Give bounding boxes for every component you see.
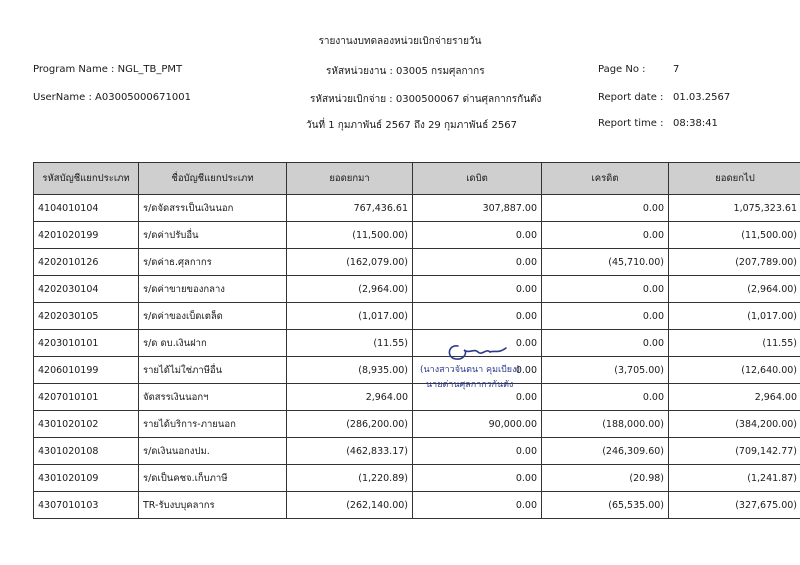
account-code: 4307010103 [34, 492, 139, 519]
carried-forward: (327,675.00) [669, 492, 800, 519]
credit: (3,705.00) [542, 357, 669, 384]
table-header-row [34, 163, 800, 195]
carried-forward: (11,500.00) [669, 222, 800, 249]
credit: 0.00 [542, 276, 669, 303]
credit: 0.00 [542, 195, 669, 222]
brought-forward: (1,220.89) [287, 465, 413, 492]
carried-forward: (1,241.87) [669, 465, 800, 492]
account-code: 4201020199 [34, 222, 139, 249]
carried-forward: 1,075,323.61 [669, 195, 800, 222]
column-header-account-code: รหัสบัญชีแยกประเภท [34, 163, 139, 195]
brought-forward: (11,500.00) [287, 222, 413, 249]
column-header-debit: เดบิต [413, 163, 542, 195]
account-name: ร/ด ดบ.เงินฝาก [139, 330, 287, 357]
debit: 0.00 [413, 276, 542, 303]
account-name: ร/ดค่าของเบ็ดเตล็ด [139, 303, 287, 330]
table-row [34, 195, 800, 222]
column-header-brought-forward: ยอดยกมา [287, 163, 413, 195]
brought-forward: (262,140.00) [287, 492, 413, 519]
debit: 0.00 [413, 357, 542, 384]
debit: 0.00 [413, 249, 542, 276]
brought-forward: 2,964.00 [287, 384, 413, 411]
page-label: Page No : [598, 64, 646, 75]
account-name: ร/ดค่าธ.ศุลกากร [139, 249, 287, 276]
program-name: Program Name : NGL_TB_PMT [33, 64, 183, 75]
report-title: รายงานงบทดลองหน่วยเบิกจ่ายรายวัน [318, 36, 482, 47]
disbursing-unit: รหัสหน่วยเบิกจ่าย : 0300500067 ด่านศุลกากรกันตัง [310, 94, 542, 105]
carried-forward: (11.55) [669, 330, 800, 357]
credit: 0.00 [542, 303, 669, 330]
carried-forward: (384,200.00) [669, 411, 800, 438]
table-row [34, 303, 800, 330]
account-code: 4202030105 [34, 303, 139, 330]
brought-forward: (11.55) [287, 330, 413, 357]
brought-forward: (8,935.00) [287, 357, 413, 384]
debit: 0.00 [413, 330, 542, 357]
credit: 0.00 [542, 330, 669, 357]
account-name: รายได้บริการ-ภายนอก [139, 411, 287, 438]
account-name: ร/ดจัดสรรเป็นเงินนอก [139, 195, 287, 222]
table-row [34, 249, 800, 276]
account-code: 4203010101 [34, 330, 139, 357]
debit: 0.00 [413, 303, 542, 330]
debit: 0.00 [413, 222, 542, 249]
brought-forward: (162,079.00) [287, 249, 413, 276]
account-code: 4202010126 [34, 249, 139, 276]
account-code: 4206010199 [34, 357, 139, 384]
brought-forward: 767,436.61 [287, 195, 413, 222]
debit: 307,887.00 [413, 195, 542, 222]
account-code: 4301020109 [34, 465, 139, 492]
carried-forward: (207,789.00) [669, 249, 800, 276]
table-row [34, 465, 800, 492]
signatory-name: (นางสาวจันตนา คุมเบียง) [420, 365, 520, 375]
agency-code: รหัสหน่วยงาน : 03005 กรมศุลกากร [326, 66, 485, 77]
account-name: จัดสรรเงินนอกฯ [139, 384, 287, 411]
credit: (65,535.00) [542, 492, 669, 519]
carried-forward: (1,017.00) [669, 303, 800, 330]
account-name: รายได้ไม่ใช่ภาษีอื่น [139, 357, 287, 384]
table-row [34, 276, 800, 303]
table-row [34, 438, 800, 465]
debit: 90,000.00 [413, 411, 542, 438]
table-row [34, 492, 800, 519]
account-code: 4301020108 [34, 438, 139, 465]
credit: 0.00 [542, 222, 669, 249]
table-row [34, 222, 800, 249]
debit: 0.00 [413, 492, 542, 519]
table-row [34, 357, 800, 384]
brought-forward: (462,833.17) [287, 438, 413, 465]
signature-block [420, 340, 540, 392]
username: UserName : A03005000671001 [33, 92, 191, 103]
column-header-account-name: ชื่อบัญชีแยกประเภท [139, 163, 287, 195]
carried-forward: (709,142.77) [669, 438, 800, 465]
account-code: 4207010101 [34, 384, 139, 411]
report-time-label: Report time : [598, 118, 664, 129]
debit: 0.00 [413, 438, 542, 465]
signatory-position: นายด่านศุลกากรกันตัง [426, 380, 514, 390]
account-code: 4104010104 [34, 195, 139, 222]
page-value: 7 [673, 64, 680, 75]
account-name: ร/ดเป็นคชจ.เก็บภาษี [139, 465, 287, 492]
debit: 0.00 [413, 384, 542, 411]
brought-forward: (286,200.00) [287, 411, 413, 438]
table-row [34, 384, 800, 411]
brought-forward: (1,017.00) [287, 303, 413, 330]
report-time-value: 08:38:41 [673, 118, 718, 129]
report-date-value: 01.03.2567 [673, 92, 731, 103]
report-date-label: Report date : [598, 92, 664, 103]
carried-forward: 2,964.00 [669, 384, 800, 411]
carried-forward: (2,964.00) [669, 276, 800, 303]
carried-forward: (12,640.00) [669, 357, 800, 384]
date-range: วันที่ 1 กุมภาพันธ์ 2567 ถึง 29 กุมภาพันธ์ 2567 [306, 120, 517, 131]
credit: (45,710.00) [542, 249, 669, 276]
credit: (188,000.00) [542, 411, 669, 438]
debit: 0.00 [413, 465, 542, 492]
account-code: 4301020102 [34, 411, 139, 438]
account-code: 4202030104 [34, 276, 139, 303]
credit: 0.00 [542, 384, 669, 411]
credit: (246,309.60) [542, 438, 669, 465]
account-name: TR-รับงบบุคลากร [139, 492, 287, 519]
signature-scribble [444, 340, 514, 364]
column-header-carried-forward: ยอดยกไป [669, 163, 800, 195]
credit: (20.98) [542, 465, 669, 492]
trial-balance-table [33, 162, 800, 519]
table-row [34, 411, 800, 438]
brought-forward: (2,964.00) [287, 276, 413, 303]
column-header-credit: เครดิต [542, 163, 669, 195]
account-name: ร/ดค่าขายของกลาง [139, 276, 287, 303]
account-name: ร/ดเงินนอกงปม. [139, 438, 287, 465]
table-row [34, 330, 800, 357]
account-name: ร/ดค่าปรับอื่น [139, 222, 287, 249]
